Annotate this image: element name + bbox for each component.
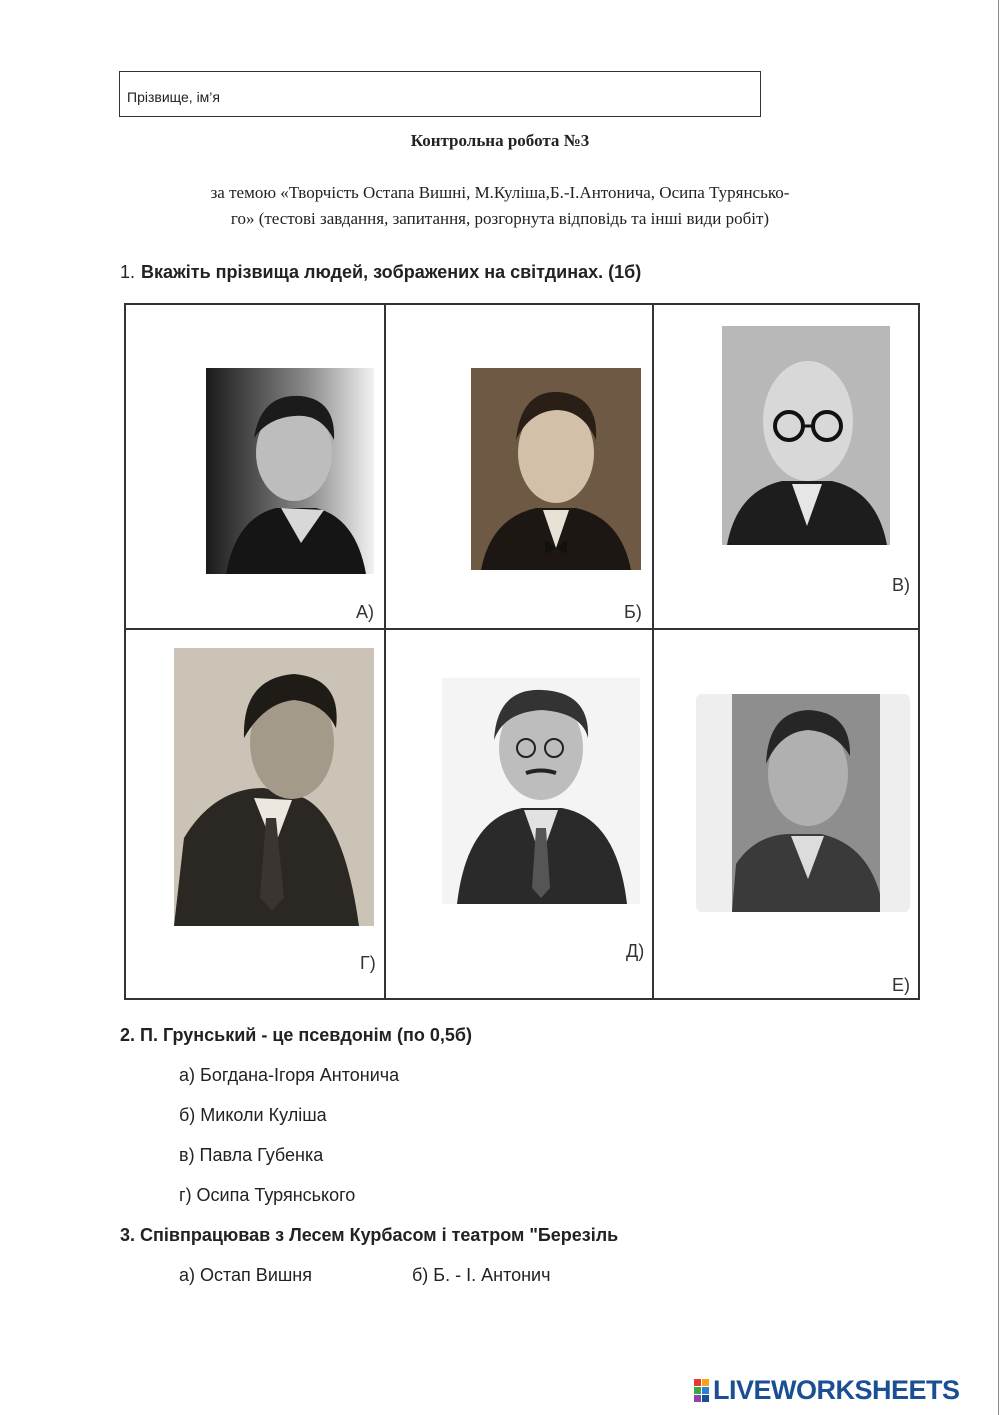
question-2-option-b[interactable]: б) Миколи Куліша [179, 1105, 327, 1125]
photo-grid [124, 303, 920, 1000]
liveworksheets-logo[interactable] [694, 1376, 960, 1404]
photo-label-g: Г) [360, 953, 376, 973]
question-2-option-c[interactable]: в) Павла Губенка [179, 1145, 324, 1165]
subtitle-line-1: за темою «Творчість Остапа Вишні, М.Куліша,Б.-І.Антонича, Осипа Турянсько- [210, 183, 790, 202]
question-2-option-d[interactable]: г) Осипа Турянського [179, 1185, 356, 1205]
name-field-label: Прізвище, ім’я [127, 89, 220, 105]
question-2-text: 2. П. Грунський - це псевдонім (по 0,5б) [120, 1025, 472, 1045]
question-1-text: Вкажіть прізвища людей, зображених на світдинах. (1б) [141, 262, 642, 282]
question-1-number: 1. [120, 262, 136, 282]
liveworksheets-logo-text: LIVEWORKSHEETS [713, 1374, 960, 1405]
subtitle-line-2: го» (тестові завдання, запитання, розгорнута відповідь та інші види робіт) [230, 209, 770, 228]
portrait-photo-d [442, 678, 640, 904]
photo-label-a: А) [356, 602, 374, 622]
page-title: Контрольна робота №3 [410, 131, 590, 150]
photo-label-v: В) [892, 575, 910, 595]
grid-divider [126, 628, 918, 630]
photo-label-d: Д) [626, 941, 645, 961]
portrait-photo-e [696, 694, 910, 912]
page-edge [998, 0, 999, 1415]
grid-divider [652, 305, 654, 998]
liveworksheets-logo-icon [694, 1379, 709, 1402]
question-1 [120, 262, 641, 283]
page-subtitle [130, 180, 870, 232]
question-3-option-b[interactable]: б) Б. - І. Антонич [412, 1265, 551, 1285]
photo-label-e: Е) [892, 975, 910, 995]
name-field[interactable] [119, 71, 761, 117]
grid-divider [384, 305, 386, 998]
question-3-option-a[interactable]: а) Остап Вишня [179, 1265, 312, 1285]
question-2-option-a[interactable]: а) Богдана-Ігоря Антонича [179, 1065, 400, 1085]
portrait-photo-a [206, 368, 374, 574]
portrait-photo-v [722, 326, 890, 545]
question-3-text: 3. Співпрацював з Лесем Курбасом і театром "Березіль [120, 1225, 619, 1245]
portrait-photo-g [174, 648, 374, 926]
portrait-photo-b [471, 368, 641, 570]
photo-label-b: Б) [624, 602, 642, 622]
